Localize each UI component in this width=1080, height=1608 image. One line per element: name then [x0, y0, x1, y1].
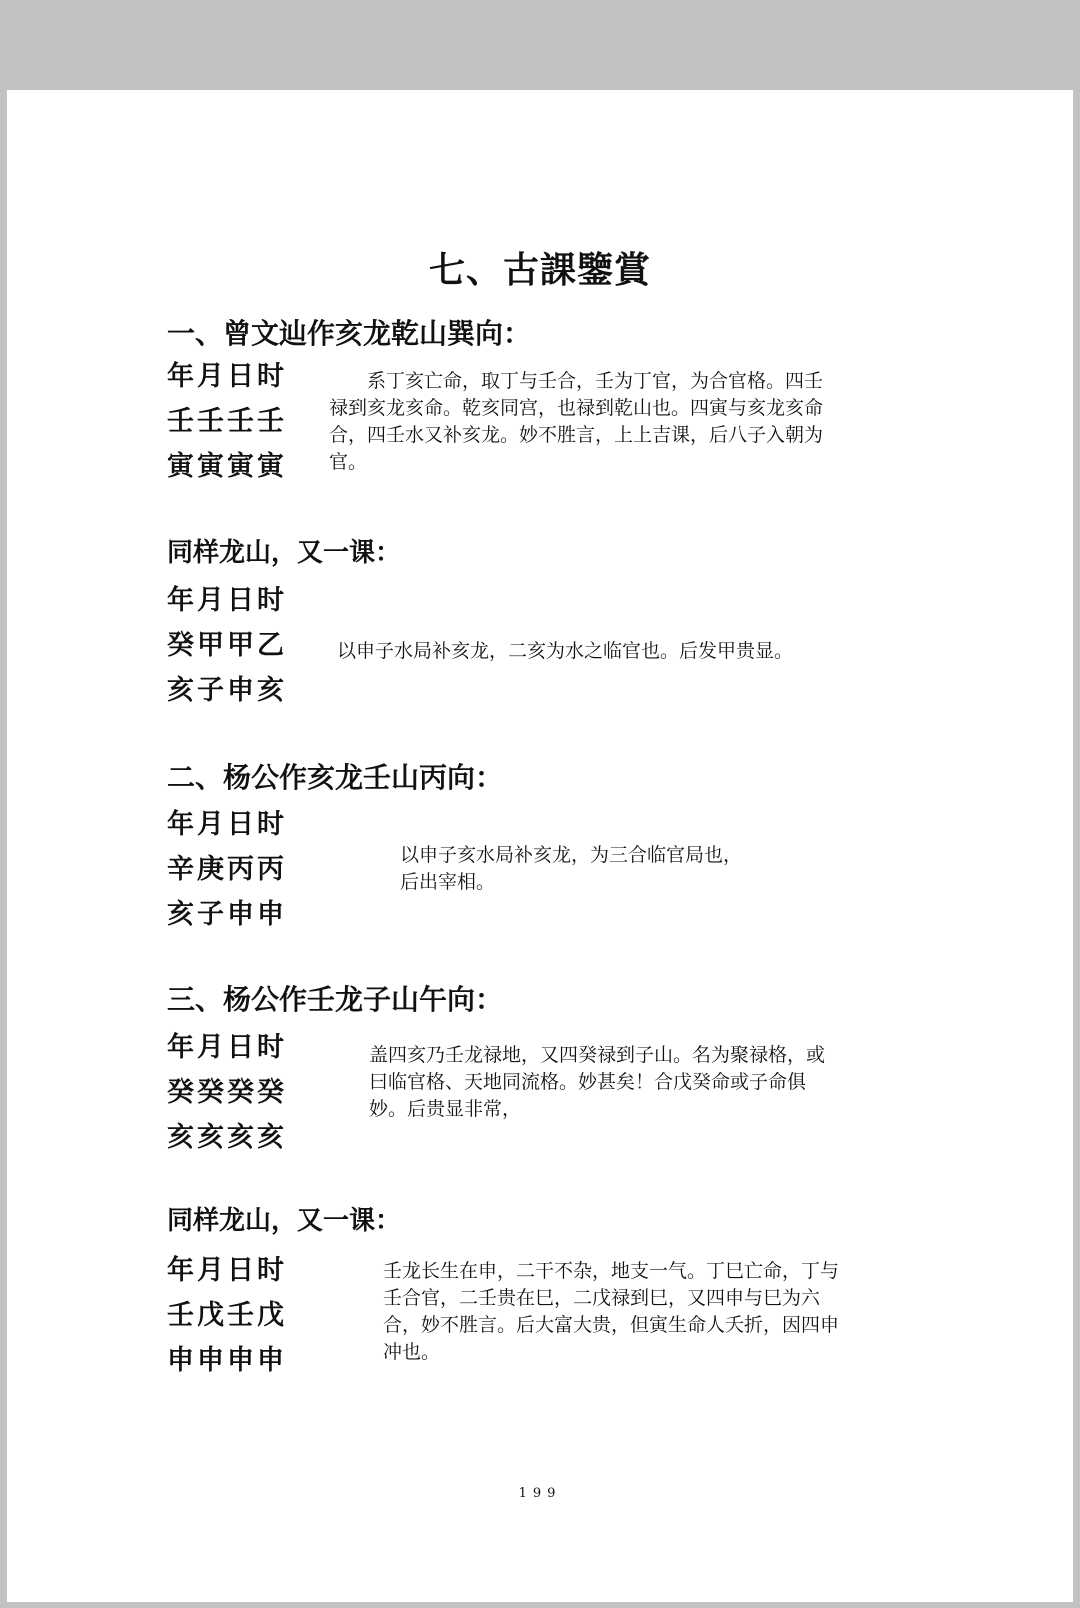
commentary-text: 系丁亥亡命，取丁与壬合，壬为丁官，为合官格。四壬禄到亥龙亥命。乾亥同宫，也禄到乾山也。四寅与亥龙亥命合，四壬水又补亥龙。妙不胜言，上上吉课，后八子入朝为官。	[329, 370, 824, 473]
pillar-stems-row: 辛庚丙丙	[167, 854, 287, 885]
pillar-branches-row: 申申申申	[167, 1345, 287, 1376]
chapter-title: 七、古課鑒賞	[428, 250, 651, 291]
pillar-table	[167, 802, 307, 937]
pillar-branches-row: 亥子申申	[167, 899, 287, 930]
section-heading: 二、杨公作亥龙壬山丙向：	[167, 761, 504, 794]
pillar-stems-row: 壬戊壬戊	[167, 1300, 287, 1331]
pillar-table	[167, 354, 307, 489]
sub-heading: 同样龙山，又一课：	[167, 1206, 402, 1236]
pillar-header-row: 年月日时	[167, 585, 287, 616]
pillar-branches-row: 亥子申亥	[167, 675, 287, 706]
pillar-table	[167, 1025, 307, 1160]
commentary-text: 壬龙长生在申，二干不杂，地支一气。丁巳亡命，丁与壬合官，二壬贵在巳，二戊禄到巳，又四申与巳为六合，妙不胜言。后大富大贵，但寅生命人夭折，因四申冲也。	[383, 1260, 840, 1363]
pillar-header-row: 年月日时	[167, 1032, 287, 1063]
pillar-header-row: 年月日时	[167, 361, 287, 392]
commentary-text: 以申子亥水局补亥龙，为三合临官局也，后出宰相。	[400, 844, 743, 893]
commentary-text: 盖四亥乃壬龙禄地，又四癸禄到子山。名为聚禄格，或曰临官格、天地同流格。妙甚矣！合戊癸命或子命俱妙。后贵显非常，	[369, 1044, 826, 1120]
pillar-header-row: 年月日时	[167, 809, 287, 840]
section-heading: 一、曾文辿作亥龙乾山巽向：	[167, 317, 532, 350]
page-number: 199	[518, 1486, 562, 1501]
pillar-branches-row: 亥亥亥亥	[167, 1122, 287, 1153]
pillar-table	[167, 578, 307, 713]
document-page	[7, 90, 1073, 1602]
section-heading: 三、杨公作壬龙子山午向：	[167, 983, 504, 1016]
pillar-table	[167, 1248, 307, 1383]
pillar-stems-row: 癸癸癸癸	[167, 1077, 287, 1108]
commentary-text: 以申子水局补亥龙，二亥为水之临官也。后发甲贵显。	[337, 640, 794, 662]
pillar-stems-row: 壬壬壬壬	[167, 406, 287, 437]
pillar-stems-row: 癸甲甲乙	[167, 630, 287, 661]
sub-heading: 同样龙山，又一课：	[167, 538, 402, 568]
pillar-header-row: 年月日时	[167, 1255, 287, 1286]
pillar-branches-row: 寅寅寅寅	[167, 451, 287, 482]
